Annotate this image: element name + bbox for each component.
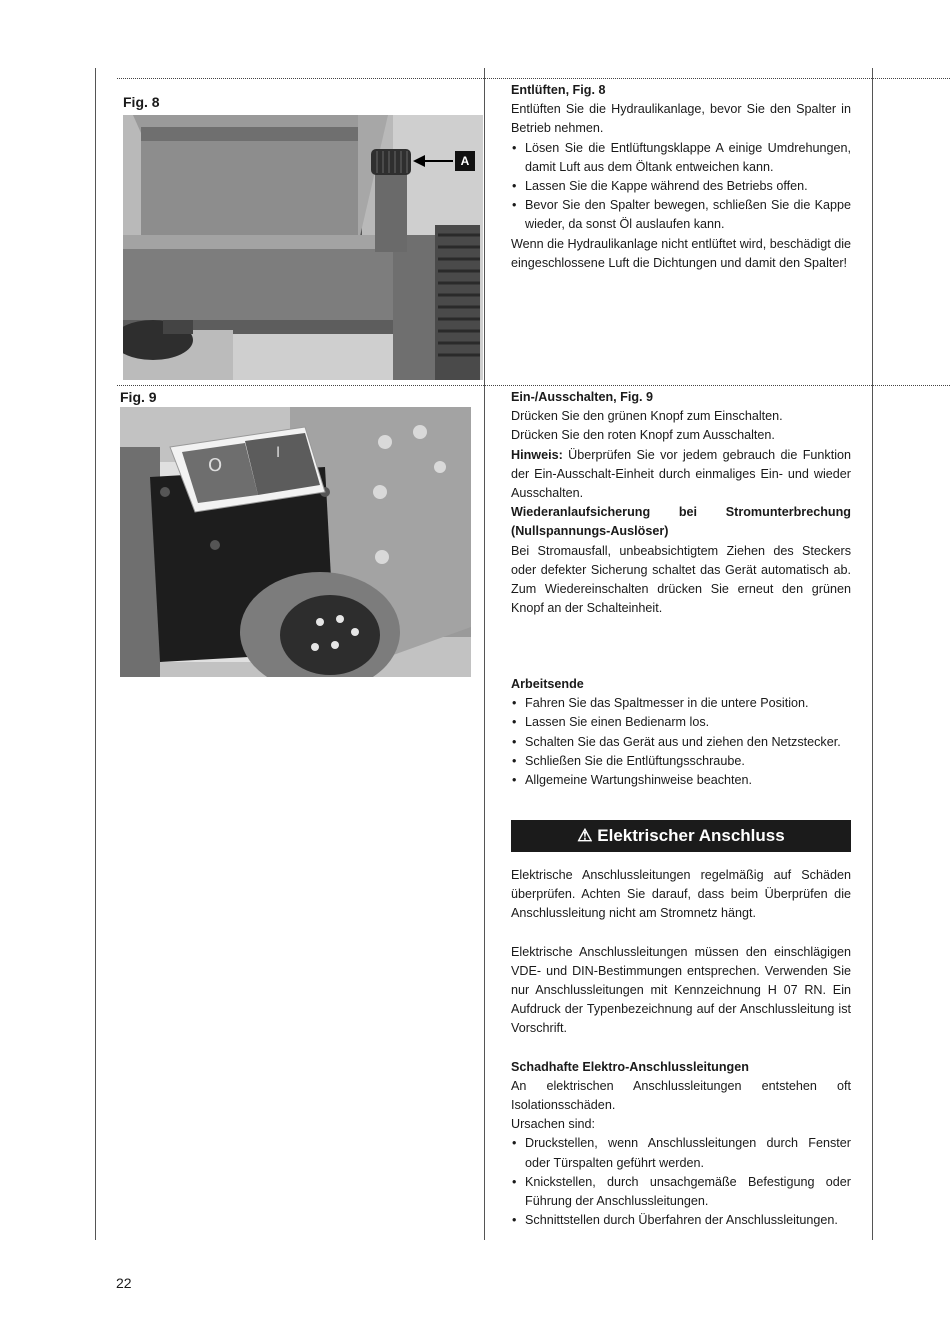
hint-label: Hinweis: (511, 447, 563, 462)
list-item: • Bevor Sie den Spalter bewegen, schließen Sie die Kappe wieder, da sonst Öl auslaufen kann. (511, 196, 851, 234)
list-item: • Knickstellen, durch unsachgemäße Befestigung oder Führung der Anschlussleitungen. (511, 1173, 851, 1211)
column-rule-left (95, 68, 96, 1240)
banner-title: Elektrischer Anschluss (597, 826, 785, 845)
schalten-heading: Ein-/Ausschalten, Fig. 9 (511, 390, 654, 404)
entlueften-intro: Entlüften Sie die Hydraulikanlage, bevor Sie den Spalter in Betrieb nehmen. (511, 102, 851, 136)
list-item: • Fahren Sie das Spaltmesser in die untere Position. (511, 694, 851, 713)
section-arbeitsende (511, 675, 851, 790)
elektro-causes-label: Ursachen sind: (511, 1117, 595, 1132)
elektro-subheading: Schadhafte Elektro-Anschlussleitungen (511, 1059, 749, 1074)
section-banner-elektrischer-anschluss (511, 820, 851, 852)
elektro-intro: An elektrischen Anschlussleitungen entstehen oft Isolationsschäden. (511, 1078, 851, 1113)
list-item: • Schnittstellen durch Überfahren der Anschlussleitungen. (511, 1211, 851, 1230)
arbeitsende-heading: Arbeitsende (511, 677, 584, 691)
elektro-para2: Elektrische Anschlussleitungen müssen den einschlägigen VDE- und DIN-Bestimmungen entsprechen. Verwenden Sie nur Anschlussleitungen mit Kennzeichnung H 07 RN. Ein Aufdruck der Typenbezeichnung auf der Anschlussleitung ist Vorschrift. (511, 944, 851, 1036)
page-number: 22 (116, 1275, 132, 1291)
entlueften-outro: Wenn die Hydraulikanlage nicht entlüftet wird, beschädigt die eingeschlossene Luft die Dichtungen und damit den Spalter! (511, 236, 852, 270)
section-schalten (511, 388, 851, 618)
list-item: • Lösen Sie die Entlüftungsklappe A einige Umdrehungen, damit Luft aus dem Öltank entweichen kann. (511, 139, 851, 177)
schalten-line2: Drücken Sie den roten Knopf zum Ausschalten. (511, 428, 775, 443)
switch-unit-illustration (120, 407, 471, 677)
schalten-subheading: Wiederanlaufsicherung bei Stromunterbrechung (Nullspannungs-Auslöser) (511, 505, 851, 539)
elektro-para1: Elektrische Anschlussleitungen regelmäßig auf Schäden überprüfen. Achten Sie darauf, dass beim Überprüfen die Anschlussleitung nicht am Stromnetz hängt. (511, 868, 851, 921)
list-item: • Druckstellen, wenn Anschlussleitungen durch Fenster oder Türspalten geführt werden. (511, 1134, 851, 1172)
list-item: • Schließen Sie die Entlüftungsschraube. (511, 752, 851, 771)
list-item: • Lassen Sie einen Bedienarm los. (511, 713, 851, 732)
schalten-hint (511, 446, 851, 504)
row-separator-top (117, 78, 950, 79)
elektro-list (511, 1134, 851, 1230)
fig9-photo (120, 407, 471, 677)
off-button-symbol: O (208, 455, 223, 476)
column-rule-middle (484, 68, 485, 1240)
fig8-photo (123, 115, 483, 380)
schalten-body: Bei Stromausfall, unbeabsichtigtem Ziehen des Steckers oder defekter Sicherung schaltet das Gerät automatisch ab. Zum Wiedereinschalten drücken Sie erneut den grünen Knopf an der Schalteinheit. (511, 543, 851, 616)
warning-triangle-icon: ⚠ (577, 826, 593, 845)
arbeitsende-list (511, 694, 851, 790)
on-button-symbol: I (276, 445, 281, 461)
list-item: • Allgemeine Wartungshinweise beachten. (511, 771, 851, 790)
fig9-label: Fig. 9 (120, 389, 157, 405)
list-item: • Lassen Sie die Kappe während des Betriebs offen. (511, 177, 851, 196)
list-item: • Schalten Sie das Gerät aus und ziehen den Netzstecker. (511, 733, 851, 752)
entlueften-heading: Entlüften, Fig. 8 (511, 83, 606, 97)
fig8-callout-A: A (460, 154, 470, 168)
schalten-line1: Drücken Sie den grünen Knopf zum Einschalten. (511, 409, 783, 424)
fig8-label: Fig. 8 (123, 94, 160, 110)
hint-text: Überprüfen Sie vor jedem gebrauch die Funktion der Ein-Ausschalt-Einheit durch einmaliges Ein- und wieder Ausschalten. (511, 447, 851, 501)
row-separator-middle (117, 385, 950, 386)
section-elektro (511, 866, 851, 1230)
entlueften-list (511, 139, 851, 235)
hydraulic-tank-illustration (123, 115, 483, 380)
column-rule-right (872, 68, 873, 1240)
section-entlueften (511, 81, 851, 273)
